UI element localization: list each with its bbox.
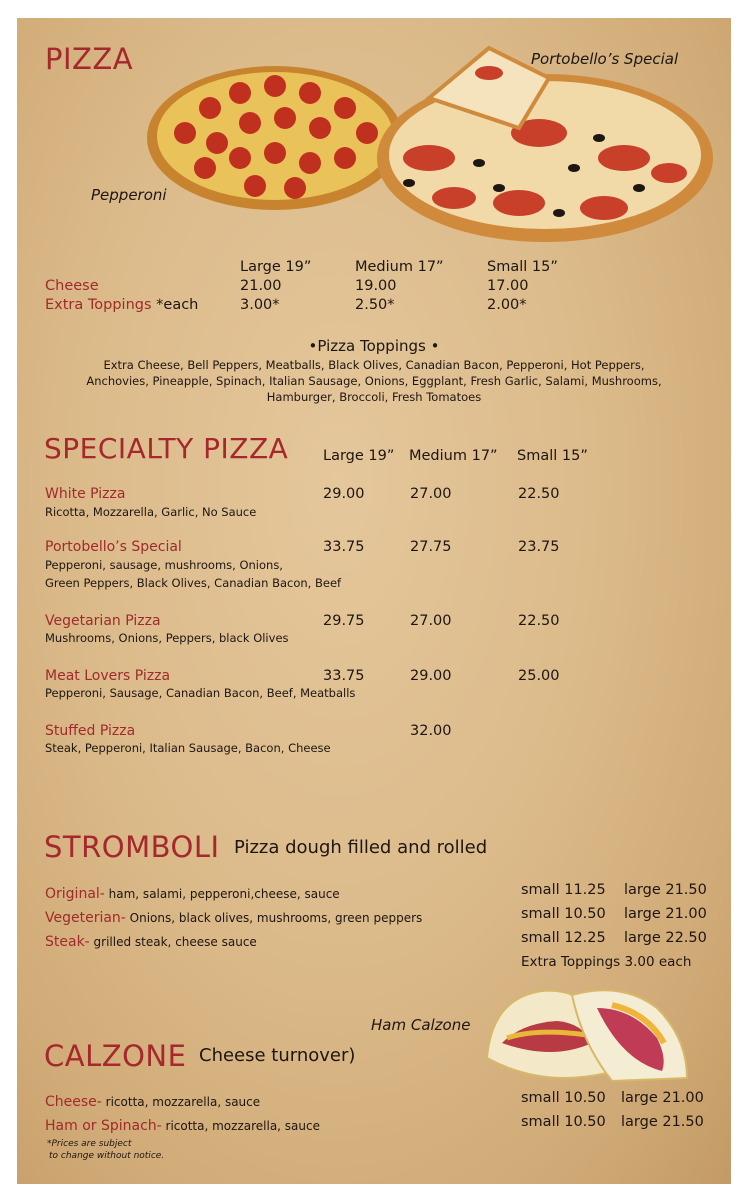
- specialty-price-large: 29.00: [323, 486, 365, 502]
- stromboli-item-desc: Onions, black olives, mushrooms, green peppers: [125, 911, 423, 925]
- specialty-size-large: Large 19”: [323, 448, 395, 464]
- extra-toppings-note: *each: [156, 297, 199, 313]
- specialty-item-desc: Mushrooms, Onions, Peppers, black Olives: [45, 631, 289, 645]
- footnote-line-1: *Prices are subject: [47, 1139, 132, 1149]
- specialty-item-name: White Pizza: [45, 486, 126, 502]
- specialty-item-desc: Pepperoni, sausage, mushrooms, Onions,: [45, 558, 283, 572]
- toppings-list-line-3: Hamburger, Broccoli, Fresh Tomatoes: [266, 390, 482, 404]
- stromboli-extra-toppings: Extra Toppings 3.00 each: [521, 954, 692, 970]
- cheese-pizza-label: Cheese: [45, 278, 99, 294]
- extra-toppings-label: Extra Toppings: [45, 297, 152, 313]
- calzone-price-small: small 10.50: [521, 1090, 606, 1106]
- specialty-price-medium: 27.75: [410, 539, 452, 555]
- specialty-heading: SPECIALTY PIZZA: [44, 432, 289, 465]
- specialty-item-desc: Green Peppers, Black Olives, Canadian Bacon, Beef: [45, 576, 342, 590]
- calzone-heading: CALZONE: [44, 1039, 187, 1073]
- specialty-item-name: Stuffed Pizza: [45, 723, 136, 739]
- specialty-price-small: 22.50: [518, 486, 560, 502]
- ham-calzone-image: [482, 983, 694, 1088]
- pizza-size-medium: Medium 17”: [355, 259, 444, 275]
- toppings-list-line-1: Extra Cheese, Bell Peppers, Meatballs, Black Olives, Canadian Bacon, Pepperoni, Hot Peppers,: [103, 358, 645, 372]
- pepperoni-pizza-image: [145, 58, 407, 213]
- toppings-price-large: 3.00*: [240, 297, 280, 313]
- stromboli-item: [45, 931, 257, 950]
- stromboli-subtitle: Pizza dough filled and rolled: [234, 837, 488, 858]
- specialty-item-desc: Ricotta, Mozzarella, Garlic, No Sauce: [45, 505, 257, 519]
- specialty-price-small: 22.50: [518, 613, 560, 629]
- footnote-line-2: to change without notice.: [49, 1151, 165, 1161]
- specialty-item-name: Portobello’s Special: [45, 539, 182, 555]
- extra-toppings-row: [45, 297, 198, 313]
- specialty-price-small: 23.75: [518, 539, 560, 555]
- stromboli-item: [45, 907, 422, 926]
- calzone-item-name: Ham or Spinach-: [45, 1118, 162, 1134]
- stromboli-item: [45, 883, 340, 902]
- stromboli-heading: STROMBOLI: [44, 830, 220, 864]
- calzone-item-desc: ricotta, mozzarella, sauce: [161, 1119, 320, 1133]
- stromboli-price-large: large 21.50: [624, 882, 707, 898]
- specialty-price-small: 25.00: [518, 668, 560, 684]
- calzone-price-large: large 21.50: [621, 1114, 704, 1130]
- calzone-item: [45, 1091, 260, 1110]
- toppings-price-small: 2.00*: [487, 297, 527, 313]
- specialty-price-large: 29.75: [323, 613, 365, 629]
- portobello-caption: Portobello’s Special: [531, 50, 679, 68]
- portobello-pizza-image: [369, 38, 714, 248]
- specialty-price-medium: 29.00: [410, 668, 452, 684]
- stromboli-price-large: large 22.50: [624, 930, 707, 946]
- specialty-price-medium: 27.00: [410, 613, 452, 629]
- stromboli-price-small: small 11.25: [521, 882, 606, 898]
- menu-page: [17, 18, 731, 1184]
- pepperoni-caption: Pepperoni: [91, 186, 167, 204]
- specialty-item-name: Meat Lovers Pizza: [45, 668, 171, 684]
- cheese-price-small: 17.00: [487, 278, 529, 294]
- specialty-price-large: 33.75: [323, 668, 365, 684]
- specialty-price-large: 33.75: [323, 539, 365, 555]
- toppings-title: •Pizza Toppings •: [308, 337, 440, 355]
- toppings-price-medium: 2.50*: [355, 297, 395, 313]
- cheese-price-large: 21.00: [240, 278, 282, 294]
- stromboli-item-name: Steak-: [45, 934, 90, 950]
- calzone-item-desc: ricotta, mozzarella, sauce: [101, 1095, 261, 1109]
- ham-calzone-caption: Ham Calzone: [371, 1016, 471, 1034]
- specialty-size-medium: Medium 17”: [409, 448, 498, 464]
- toppings-list-line-2: Anchovies, Pineapple, Spinach, Italian Sausage, Onions, Eggplant, Fresh Garlic, Salami, Mushrooms,: [86, 374, 662, 388]
- pizza-heading: PIZZA: [45, 42, 134, 76]
- calzone-price-small: small 10.50: [521, 1114, 606, 1130]
- pizza-size-small: Small 15”: [487, 259, 558, 275]
- stromboli-price-small: small 12.25: [521, 930, 606, 946]
- stromboli-item-name: Vegeterian-: [45, 910, 126, 926]
- specialty-item-desc: Steak, Pepperoni, Italian Sausage, Bacon, Cheese: [45, 741, 331, 755]
- pizza-size-large: Large 19”: [240, 259, 312, 275]
- cheese-price-medium: 19.00: [355, 278, 397, 294]
- calzone-subtitle: Cheese turnover): [199, 1045, 356, 1066]
- stromboli-price-small: small 10.50: [521, 906, 606, 922]
- stromboli-price-large: large 21.00: [624, 906, 707, 922]
- stromboli-item-name: Original-: [45, 886, 105, 902]
- stromboli-item-desc: ham, salami, pepperoni,cheese, sauce: [104, 887, 340, 901]
- calzone-item-name: Cheese-: [45, 1094, 102, 1110]
- calzone-price-large: large 21.00: [621, 1090, 704, 1106]
- specialty-price-medium: 27.00: [410, 486, 452, 502]
- specialty-size-small: Small 15”: [517, 448, 588, 464]
- specialty-item-name: Vegetarian Pizza: [45, 613, 161, 629]
- calzone-item: [45, 1115, 320, 1134]
- specialty-price-medium: 32.00: [410, 723, 452, 739]
- specialty-item-desc: Pepperoni, Sausage, Canadian Bacon, Beef, Meatballs: [45, 686, 356, 700]
- stromboli-item-desc: grilled steak, cheese sauce: [89, 935, 257, 949]
